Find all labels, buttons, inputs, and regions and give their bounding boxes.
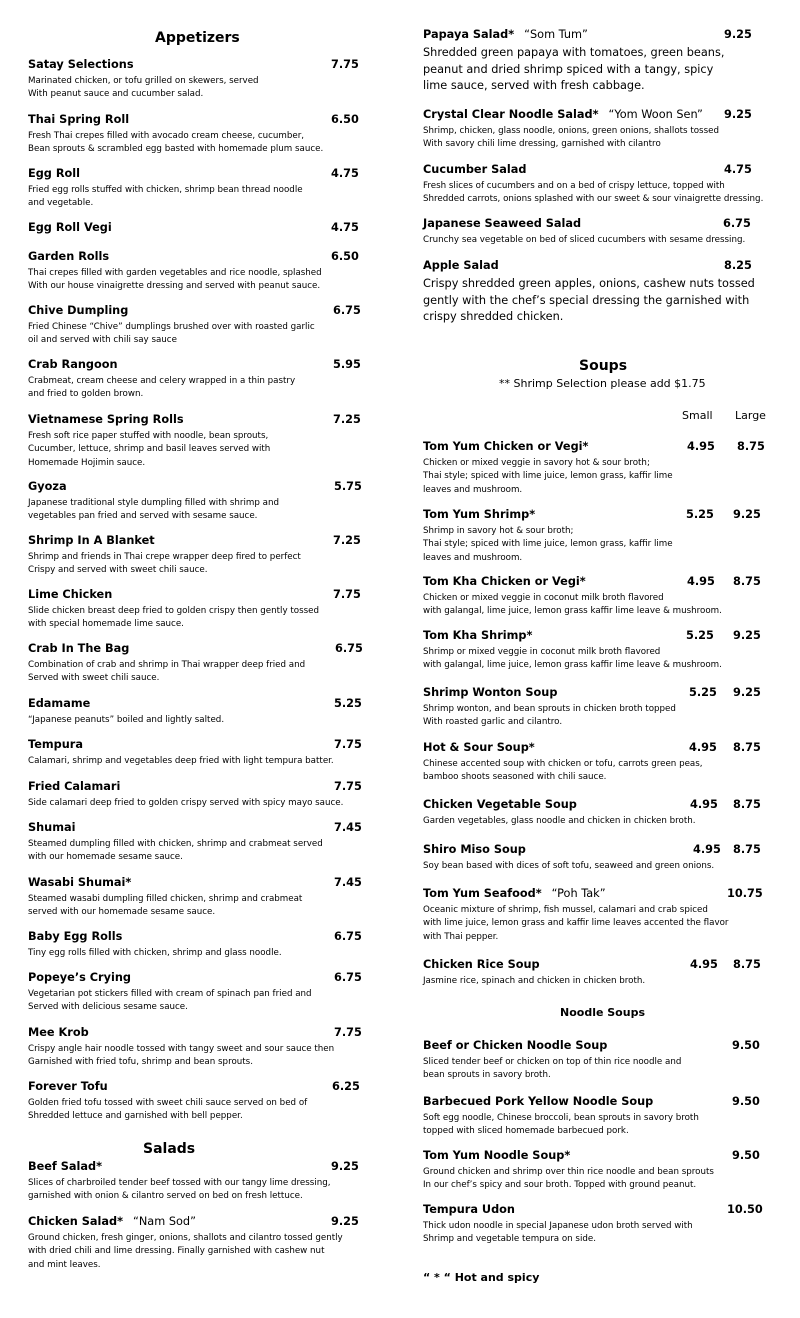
menu-item bbox=[28, 588, 361, 632]
menu-item bbox=[28, 876, 362, 920]
item-price: 7.75 bbox=[334, 780, 362, 793]
item-price: 5.25 bbox=[334, 697, 362, 710]
item-name: Chicken Rice Soup bbox=[423, 958, 540, 971]
item-price: 9.25 bbox=[331, 1160, 359, 1173]
item-name: Wasabi Shumai* bbox=[28, 876, 132, 889]
item-price: 9.25 bbox=[724, 28, 752, 41]
item-description: Shrimp and friends in Thai crepe wrapper deep fired to perfect Crispy and served with sweet chili sauce. bbox=[28, 552, 301, 576]
price-large: 10.75 bbox=[727, 887, 763, 900]
item-name bbox=[28, 1215, 196, 1228]
item-description: Fresh Thai crepes filled with avocado cream cheese, cucumber, Bean sprouts & scrambled egg basted with homemade plum sauce. bbox=[28, 131, 324, 155]
item-description: Crispy angle hair noodle tossed with tangy sweet and sour sauce then Garnished with fried tofu, shrimp and bean sprouts. bbox=[28, 1044, 335, 1068]
menu-item bbox=[423, 1039, 768, 1083]
price-small: 4.95 bbox=[690, 798, 718, 811]
item-name: Garden Rolls bbox=[28, 250, 110, 263]
item-description: Crunchy sea vegetable on bed of sliced cucumbers with sesame dressing. bbox=[423, 235, 746, 245]
price-small: 4.95 bbox=[687, 575, 715, 588]
menu-item bbox=[28, 358, 361, 402]
price-small: 5.25 bbox=[686, 508, 714, 521]
item-description: Shrimp in savory hot & sour broth; Thai style; spiced with lime juice, lemon grass, kaffir lime leaves and mushroom. bbox=[423, 526, 673, 563]
item-name: Egg Roll bbox=[28, 167, 81, 180]
item-name: Apple Salad bbox=[423, 259, 499, 272]
menu-item bbox=[423, 163, 768, 207]
item-price: 6.75 bbox=[334, 971, 362, 984]
item-price: 9.25 bbox=[331, 1215, 359, 1228]
item-name: Egg Roll Vegi bbox=[28, 221, 112, 234]
item-name: Gyoza bbox=[28, 480, 67, 493]
item-description: Thai crepes filled with garden vegetables and rice noodle, splashed With our house vinaigrette dressing and served with peanut sauce. bbox=[28, 268, 322, 292]
soups-title: Soups bbox=[579, 358, 628, 374]
item-description: Japanese traditional style dumpling filled with shrimp and vegetables pan fried and served with sesame sauce. bbox=[28, 498, 279, 522]
item-price: 9.50 bbox=[732, 1095, 760, 1108]
item-name: Baby Egg Rolls bbox=[28, 930, 123, 943]
item-description: Garden vegetables, glass noodle and chicken in chicken broth. bbox=[423, 816, 696, 826]
item-price: 5.75 bbox=[334, 480, 362, 493]
item-name bbox=[423, 28, 588, 41]
item-description: Fresh soft rice paper stuffed with noodle, bean sprouts, Cucumber, lettuce, shrimp and basil leaves served with Homemade Hojimin sauce. bbox=[28, 431, 271, 468]
item-description: Crabmeat, cream cheese and celery wrapped in a thin pastry and fried to golden brown. bbox=[28, 376, 296, 400]
item-name: Shrimp Wonton Soup bbox=[423, 686, 558, 699]
item-description: Golden fried tofu tossed with sweet chili sauce served on bed of Shredded lettuce and garnished with bell pepper. bbox=[28, 1098, 308, 1122]
item-price: 6.75 bbox=[723, 217, 751, 230]
menu-item bbox=[28, 642, 363, 686]
price-small: 5.25 bbox=[689, 686, 717, 699]
item-thai-name: “Nam Sod” bbox=[133, 1215, 196, 1228]
item-description: Calamari, shrimp and vegetables deep fried with light tempura batter. bbox=[28, 756, 334, 766]
menu-item bbox=[423, 108, 768, 152]
item-price: 7.75 bbox=[331, 58, 359, 71]
item-name: Chive Dumpling bbox=[28, 304, 129, 317]
item-price: 5.95 bbox=[333, 358, 361, 371]
item-price: 7.45 bbox=[334, 821, 362, 834]
item-description: Combination of crab and shrimp in Thai wrapper deep fried and Served with sweet chili sauce. bbox=[28, 660, 306, 684]
item-name: Tom Yum Noodle Soup* bbox=[423, 1149, 571, 1162]
price-small: 4.95 bbox=[693, 843, 721, 856]
menu-item bbox=[423, 1203, 768, 1247]
menu-item bbox=[28, 697, 362, 727]
item-description: Shredded green papaya with tomatoes, green beans, peanut and dried shrimp spiced with a tangy, spicy lime sauce, served with fresh cabbage. bbox=[423, 46, 725, 93]
item-name: Mee Krob bbox=[28, 1026, 89, 1039]
menu-item bbox=[28, 930, 362, 960]
price-small: 5.25 bbox=[686, 629, 714, 642]
item-description: Shrimp wonton, and bean sprouts in chicken broth topped With roasted garlic and cilantro. bbox=[423, 704, 676, 728]
menu-item bbox=[423, 575, 768, 619]
item-name: Barbecued Pork Yellow Noodle Soup bbox=[423, 1095, 654, 1108]
item-description: Ground chicken, fresh ginger, onions, shallots and cilantro tossed gently with dried chili and lime dressing. Finally garnished with cashew nut and mint leaves. bbox=[28, 1233, 343, 1270]
item-name-text: Crystal Clear Noodle Salad* bbox=[423, 108, 599, 121]
item-description: Crispy shredded green apples, onions, cashew nuts tossed gently with the chef’s special dressing the garnished with crispy shredded chicken. bbox=[423, 277, 755, 324]
item-price: 9.50 bbox=[732, 1149, 760, 1162]
item-description: Soft egg noodle, Chinese broccoli, bean sprouts in savory broth topped with sliced homemade barbecued pork. bbox=[423, 1113, 699, 1137]
item-price: 7.45 bbox=[334, 876, 362, 889]
item-description: Steamed wasabi dumpling filled chicken, shrimp and crabmeat served with our homemade sesame sauce. bbox=[28, 894, 303, 918]
appetizers-title: Appetizers bbox=[155, 30, 240, 46]
item-description: Fried Chinese “Chive” dumplings brushed over with roasted garlic oil and served with chili say sauce bbox=[28, 322, 315, 346]
item-name: Tempura bbox=[28, 738, 83, 751]
item-name: Beef Salad* bbox=[28, 1160, 103, 1173]
item-description: Jasmine rice, spinach and chicken in chicken broth. bbox=[423, 976, 646, 986]
menu-item bbox=[28, 250, 358, 294]
menu-item bbox=[423, 741, 768, 785]
price-small: 4.95 bbox=[689, 741, 717, 754]
item-name bbox=[423, 108, 703, 121]
small-column-header: Small bbox=[682, 409, 713, 422]
item-name: Crab In The Bag bbox=[28, 642, 130, 655]
menu-item bbox=[423, 1095, 768, 1139]
menu-item bbox=[423, 508, 768, 565]
item-name: Satay Selections bbox=[28, 58, 134, 71]
menu-item bbox=[28, 1026, 362, 1070]
item-name: Shumai bbox=[28, 821, 76, 834]
item-description: Marinated chicken, or tofu grilled on skewers, served With peanut sauce and cucumber salad. bbox=[28, 76, 259, 100]
menu-item bbox=[28, 1215, 358, 1272]
item-price: 4.75 bbox=[724, 163, 752, 176]
item-name: Beef or Chicken Noodle Soup bbox=[423, 1039, 608, 1052]
price-small: 4.95 bbox=[690, 958, 718, 971]
item-description: Ground chicken and shrimp over thin rice noodle and bean sprouts In our chef’s spicy and sour broth. Topped with ground peanut. bbox=[423, 1167, 714, 1191]
item-description: Thick udon noodle in special Japanese udon broth served with Shrimp and vegetable tempura on side. bbox=[423, 1221, 693, 1245]
menu-item bbox=[423, 217, 768, 247]
item-name: Japanese Seaweed Salad bbox=[423, 217, 582, 230]
menu-item bbox=[423, 686, 768, 730]
item-name-text: Papaya Salad* bbox=[423, 28, 515, 41]
item-name: Popeye’s Crying bbox=[28, 971, 131, 984]
menu-item bbox=[28, 1160, 358, 1204]
item-price: 6.50 bbox=[331, 113, 359, 126]
item-name-text: Chicken Salad* bbox=[28, 1215, 123, 1228]
item-description: Shrimp, chicken, glass noodle, onions, green onions, shallots tossed With savory chili lime dressing, garnished with cilantro bbox=[423, 126, 719, 150]
item-name: Crab Rangoon bbox=[28, 358, 118, 371]
large-column-header: Large bbox=[735, 409, 766, 422]
item-price: 9.50 bbox=[732, 1039, 760, 1052]
item-description: Chicken or mixed veggie in coconut milk broth flavored with galangal, lime juice, lemon grass kaffir lime leave & mushroom. bbox=[423, 593, 722, 617]
salads-title: Salads bbox=[143, 1141, 196, 1157]
item-price: 6.75 bbox=[333, 304, 361, 317]
menu-item bbox=[423, 887, 768, 944]
item-description: Chicken or mixed veggie in savory hot & sour broth; Thai style; spiced with lime juice, lemon grass, kaffir lime leaves and mushroom. bbox=[423, 458, 673, 495]
item-description: Tiny egg rolls filled with chicken, shrimp and glass noodle. bbox=[28, 948, 282, 958]
menu-item bbox=[28, 167, 358, 211]
item-price: 7.75 bbox=[334, 1026, 362, 1039]
item-price: 6.75 bbox=[334, 930, 362, 943]
menu-item bbox=[423, 259, 768, 326]
item-price: 6.50 bbox=[331, 250, 359, 263]
menu-item bbox=[28, 1080, 358, 1124]
item-price: 7.75 bbox=[334, 738, 362, 751]
spicy-legend: “ * “ Hot and spicy bbox=[423, 1271, 540, 1284]
item-name bbox=[423, 887, 606, 900]
price-large: 8.75 bbox=[733, 843, 761, 856]
price-small: 4.95 bbox=[687, 440, 715, 453]
item-name: Tom Yum Chicken or Vegi* bbox=[423, 440, 589, 453]
menu-item bbox=[423, 629, 768, 673]
item-description: Fried egg rolls stuffed with chicken, shrimp bean thread noodle and vegetable. bbox=[28, 185, 303, 209]
menu-item bbox=[28, 221, 358, 237]
menu-item bbox=[28, 971, 362, 1015]
menu-item bbox=[423, 843, 768, 873]
item-name: Tom Yum Shrimp* bbox=[423, 508, 536, 521]
item-name: Fried Calamari bbox=[28, 780, 121, 793]
item-name: Shiro Miso Soup bbox=[423, 843, 526, 856]
item-price: 4.75 bbox=[331, 221, 359, 234]
price-large: 8.75 bbox=[733, 958, 761, 971]
item-description: Shrimp or mixed veggie in coconut milk broth flavored with galangal, lime juice, lemon grass kaffir lime leave & mushroom. bbox=[423, 647, 722, 671]
noodle-soups-title: Noodle Soups bbox=[560, 1006, 645, 1019]
price-large: 8.75 bbox=[733, 741, 761, 754]
item-name-text: Tom Yum Seafood* bbox=[423, 887, 542, 900]
item-description: Vegetarian pot stickers filled with cream of spinach pan fried and Served with delicious sesame sauce. bbox=[28, 989, 312, 1013]
item-price: 10.50 bbox=[727, 1203, 763, 1216]
menu-item bbox=[28, 413, 361, 470]
menu-item bbox=[423, 28, 768, 95]
menu-item bbox=[28, 113, 358, 157]
item-name: Hot & Sour Soup* bbox=[423, 741, 535, 754]
item-thai-name: “Yom Woon Sen” bbox=[608, 108, 703, 121]
item-price: 8.25 bbox=[724, 259, 752, 272]
item-price: 7.25 bbox=[333, 413, 361, 426]
item-thai-name: “Poh Tak” bbox=[551, 887, 606, 900]
item-price: 7.25 bbox=[333, 534, 361, 547]
item-name: Lime Chicken bbox=[28, 588, 113, 601]
price-large: 8.75 bbox=[737, 440, 765, 453]
item-description: Sliced tender beef or chicken on top of thin rice noodle and bean sprouts in savory broth. bbox=[423, 1057, 682, 1081]
item-price: 4.75 bbox=[331, 167, 359, 180]
menu-item bbox=[423, 440, 768, 497]
menu-item bbox=[423, 798, 768, 828]
item-description: Slices of charbroiled tender beef tossed with our tangy lime dressing, garnished with onion & cilantro served on bed on fresh lettuce. bbox=[28, 1178, 331, 1202]
item-description: Steamed dumpling filled with chicken, shrimp and crabmeat served with our homemade sesame sauce. bbox=[28, 839, 323, 863]
item-name: Tempura Udon bbox=[423, 1203, 515, 1216]
menu-item bbox=[28, 480, 362, 524]
item-name: Cucumber Salad bbox=[423, 163, 527, 176]
item-name: Vietnamese Spring Rolls bbox=[28, 413, 184, 426]
item-description: Chinese accented soup with chicken or tofu, carrots green peas, bamboo shoots seasoned with chili sauce. bbox=[423, 759, 703, 783]
item-price: 9.25 bbox=[724, 108, 752, 121]
menu-item bbox=[28, 304, 361, 348]
menu-item bbox=[28, 534, 361, 578]
item-name: Shrimp In A Blanket bbox=[28, 534, 155, 547]
price-large: 9.25 bbox=[733, 508, 761, 521]
item-price: 6.25 bbox=[332, 1080, 360, 1093]
item-name: Tom Kha Chicken or Vegi* bbox=[423, 575, 586, 588]
item-description: Soy bean based with dices of soft tofu, seaweed and green onions. bbox=[423, 861, 715, 871]
item-name: Forever Tofu bbox=[28, 1080, 108, 1093]
item-name: Chicken Vegetable Soup bbox=[423, 798, 577, 811]
item-name: Thai Spring Roll bbox=[28, 113, 130, 126]
soups-shrimp-note: ** Shrimp Selection please add $1.75 bbox=[499, 377, 706, 390]
item-price: 6.75 bbox=[335, 642, 363, 655]
item-description: Oceanic mixture of shrimp, fish mussel, calamari and crab spiced with lime juice, lemon grass and kaffir lime leaves accented the flavor with Thai pepper. bbox=[423, 905, 729, 942]
item-thai-name: “Som Tum” bbox=[524, 28, 588, 41]
item-description: Fresh slices of cucumbers and on a bed of crispy lettuce, topped with Shredded carrots, onions splashed with our sweet & sour vinaigrette dressing. bbox=[423, 181, 764, 205]
menu-item bbox=[423, 958, 768, 988]
item-name: Tom Kha Shrimp* bbox=[423, 629, 533, 642]
price-large: 9.25 bbox=[733, 629, 761, 642]
menu-item bbox=[28, 738, 362, 768]
menu-item bbox=[28, 780, 362, 810]
item-description: Side calamari deep fried to golden crispy served with spicy mayo sauce. bbox=[28, 798, 344, 808]
item-description: “Japanese peanuts” boiled and lightly salted. bbox=[28, 715, 225, 725]
item-name: Edamame bbox=[28, 697, 91, 710]
price-large: 8.75 bbox=[733, 798, 761, 811]
item-price: 7.75 bbox=[333, 588, 361, 601]
price-large: 9.25 bbox=[733, 686, 761, 699]
menu-item bbox=[28, 58, 358, 102]
menu-item bbox=[28, 821, 362, 865]
menu-item bbox=[423, 1149, 768, 1193]
item-description: Slide chicken breast deep fried to golden crispy then gently tossed with special homemade lime sauce. bbox=[28, 606, 319, 630]
price-large: 8.75 bbox=[733, 575, 761, 588]
